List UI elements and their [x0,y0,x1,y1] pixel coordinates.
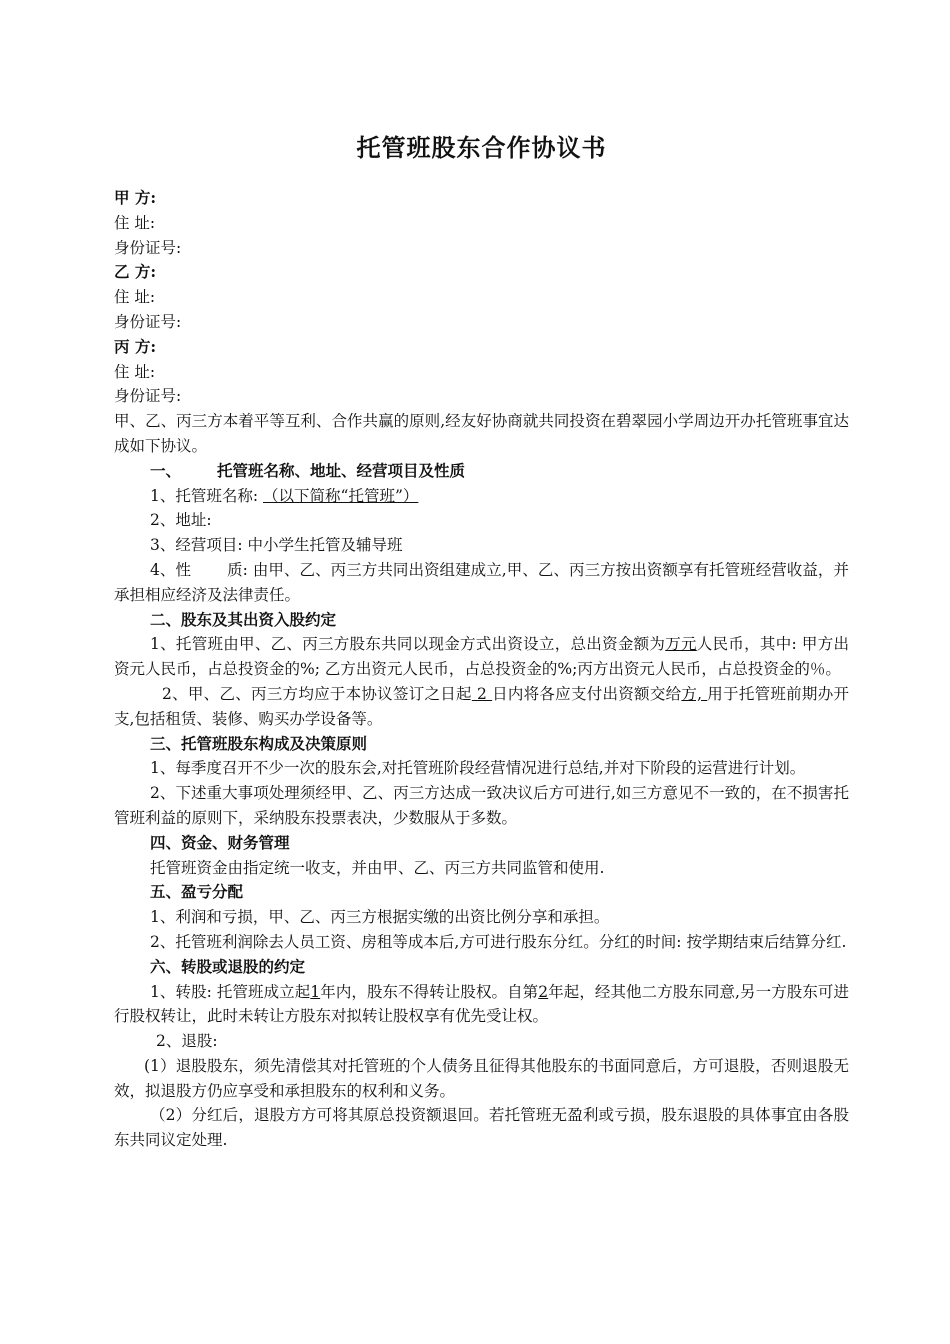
section-6-item-2: 2、退股: [156,1032,218,1051]
s6-item-1-text-c: 年内，股东不得转让股权。自第 [320,982,539,1001]
section-5-item-1: 1、利润和亏损，甲、乙、丙三方根据实缴的出资比例分享和承担。 [150,908,610,927]
days-field: 2 [471,684,493,703]
section-1-number: 一、 [150,460,182,480]
section-2-item-1 [114,632,849,682]
party-c-address: 住 址: [114,362,156,381]
party-a-id: 身份证号: [114,238,182,257]
party-c-id: 身份证号: [114,387,182,406]
total-amount-field: 万元 [665,635,697,654]
party-b-address: 住 址: [114,288,156,307]
section-1-heading [114,459,849,484]
party-a-address: 住 址: [114,213,156,232]
section-2-item-2 [114,682,849,732]
section-3-heading: 三、托管班股东构成及决策原则 [150,733,368,753]
section-5-item-2: 2、托管班利润除去人员工资、房租等成本后,方可进行股东分红。分红的时间: 按学期结束后结算分红. [150,932,847,951]
document-title: 托管班股东合作协议书 [356,133,607,162]
section-5-heading: 五、盈亏分配 [150,882,244,902]
item-4-label: 4、性 [150,560,192,579]
section-1-title: 托管班名称、地址、经营项目及性质 [217,460,466,480]
section-1-item-4 [114,558,849,608]
section-1-item-2: 2、地址: [150,511,212,530]
s6-item-1-text-a: 1、转股: 托管班成立起 [150,982,311,1001]
item-4-text: 质: 由甲、乙、丙三方共同出资组建成立,甲、乙、丙三方按出资额享有托管班经营收益，并承担相应经济及法律责任。 [114,560,849,604]
section-6-heading: 六、转股或退股的约定 [150,956,306,976]
s2-item-2-text-c: 日内将各应支付出资额交给 [492,684,682,703]
intro-paragraph: 甲、乙、丙三方本着平等互利、合作共赢的原则,经友好协商就共同投资在碧翠园小学周边开办托管班事宜达成如下协议。 [114,412,849,455]
section-3-item-1: 1、每季度召开不少一次的股东会,对托管班阶段经营情况进行总结,并对下阶段的运营进行计划。 [150,759,806,778]
payee-field: 方, [681,684,708,703]
section-6-item-2-1: (1）退股股东，须先清偿其对托管班的个人债务且征得其他股东的书面同意后，方可退股，否则退股无效，拟退股方仍应享受和承担股东的权利和义务。 [114,1056,849,1100]
lockup-years-field: 1 [310,982,321,1001]
s2-item-1-text-a: 1、托管班由甲、乙、丙三方股东共同以现金方式出资设立，总出资金额为 [150,635,666,654]
party-b-label: 乙 方: [114,262,157,282]
section-6-item-2-2: （2）分红后，退股方方可将其原总投资额退回。若托管班无盈利或亏损，股东退股的具体事宜由各股东共同议定处理. [114,1106,849,1150]
section-2-heading: 二、股东及其出资入股约定 [150,609,337,629]
section-1-item-3: 3、经营项目: 中小学生托管及辅导班 [150,536,403,555]
s2-item-1-text-c: 人民币，其中: 甲方出资元人民币，占总投资金的%; 乙方出资元人民币，占总投资金的%;丙方出资元人民币，占总投资金的％。 [114,635,849,679]
party-c-label: 丙 方: [114,336,157,356]
s2-item-2-text-e: 用于托管班前期办开支,包括租赁、装修、购买办学设备等。 [114,684,849,728]
transfer-start-year-field: 2 [538,982,549,1001]
section-4-item-1: 托管班资金由指定统一收支，并由甲、乙、丙三方共同监管和使用. [150,858,605,877]
section-6-item-1 [114,980,849,1030]
agreement-page [114,128,849,1153]
section-4-heading: 四、资金、财务管理 [150,832,290,852]
party-a-label: 甲 方: [114,188,157,207]
s2-item-2-text-a: 2、甲、乙、丙三方均应于本协议签订之日起 [162,684,472,703]
item-1-label: 1、托管班名称: [150,486,264,505]
party-b-id: 身份证号: [114,312,182,331]
section-1-item-1 [114,484,849,509]
s6-item-1-text-e: 年起，经其他二方股东同意,另一方股东可进行股权转让，此时未转让方股东对拟转让股权享有优先受让权。 [114,982,849,1026]
section-3-item-2: 2、下述重大事项处理须经甲、乙、丙三方达成一致决议后方可进行,如三方意见不一致的，在不损害托管班利益的原则下，采纳股东投票表决，少数服从于多数。 [114,784,849,827]
item-1-name-field: （以下简称“托管班”） [263,486,419,505]
